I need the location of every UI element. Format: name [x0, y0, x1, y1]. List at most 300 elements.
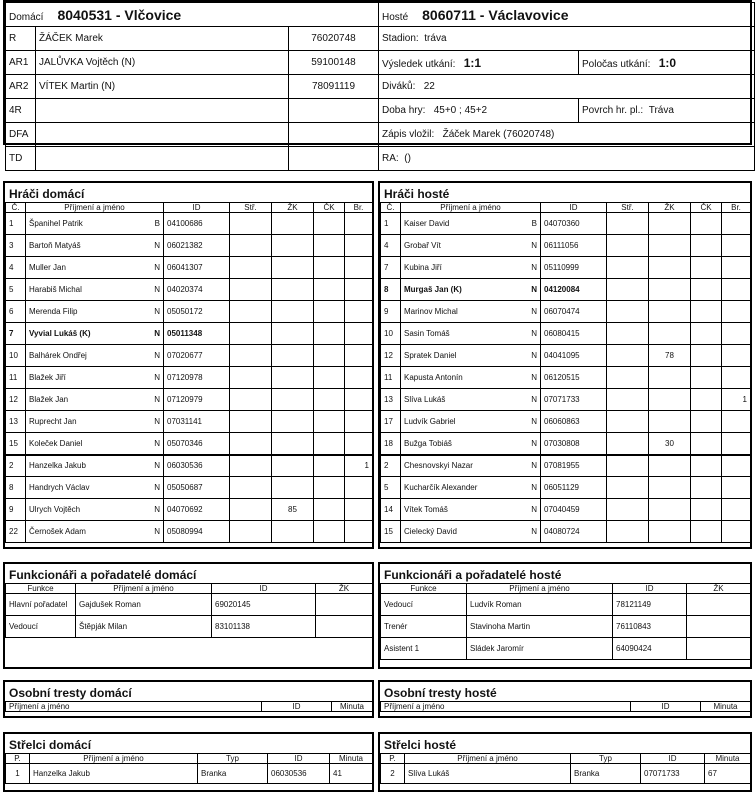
player-id: 06021382	[164, 235, 230, 257]
player-id: 04020374	[164, 279, 230, 301]
player-id: 05080994	[164, 521, 230, 543]
player-flag: N	[531, 285, 537, 294]
player-sub	[607, 213, 649, 235]
player-id: 04070692	[164, 499, 230, 521]
col-header: ČK	[691, 203, 722, 213]
col-header: Č.	[381, 203, 401, 213]
player-id: 07030808	[541, 433, 607, 455]
away-team: 8060711 - Václavovice	[422, 6, 569, 23]
func-yellow	[687, 638, 751, 660]
official-name: JALŮVKA Vojtěch (N)	[36, 51, 289, 75]
official-role: 4R	[6, 99, 36, 123]
player-sub	[607, 521, 649, 543]
player-name	[401, 367, 541, 389]
player-red	[314, 521, 345, 543]
player-name-text: Vyvial Lukáš (K)	[29, 329, 91, 338]
result-cell: Výsledek utkání: 1:1	[379, 51, 579, 75]
func-away-title: Funkcionáři a pořadatelé hosté	[384, 568, 562, 582]
player-yellow	[272, 257, 314, 279]
scorer-type: Branka	[571, 764, 641, 784]
player-row	[381, 389, 751, 411]
player-name-text: Ludvík Gabriel	[404, 417, 456, 426]
col-header: Minuta	[332, 702, 373, 712]
player-id: 06060863	[541, 411, 607, 433]
player-red	[691, 477, 722, 499]
func-row	[381, 638, 751, 660]
player-yellow	[649, 499, 691, 521]
player-red	[691, 411, 722, 433]
goals-home-panel	[3, 732, 374, 792]
away-team-cell: Hosté 8060711 - Václavovice	[379, 3, 755, 27]
func-yellow	[316, 594, 373, 616]
player-red	[691, 367, 722, 389]
player-name	[401, 279, 541, 301]
spectators-cell: Diváků: 22	[379, 75, 755, 99]
scorer-period: 1	[6, 764, 30, 784]
player-goals	[722, 455, 751, 477]
player-flag: N	[531, 461, 537, 471]
player-yellow	[649, 213, 691, 235]
player-name-text: Kapusta Antonín	[404, 373, 463, 382]
player-yellow: 85	[272, 499, 314, 521]
player-sub	[230, 279, 272, 301]
player-flag: N	[531, 505, 537, 514]
player-name-text: Handrych Václav	[29, 483, 90, 492]
player-name	[26, 455, 164, 477]
func-home-panel	[3, 562, 374, 669]
pen-home-panel	[3, 680, 374, 718]
player-goals	[722, 235, 751, 257]
official-id: 76020748	[289, 27, 379, 51]
player-id: 04120084	[541, 279, 607, 301]
player-id: 07071733	[541, 389, 607, 411]
col-header: Příjmení a jméno	[467, 584, 613, 594]
player-id: 06111056	[541, 235, 607, 257]
player-row	[381, 411, 751, 433]
col-header: Příjmení a jméno	[26, 203, 164, 213]
player-number: 15	[381, 521, 401, 543]
player-sub	[607, 257, 649, 279]
player-red	[314, 455, 345, 477]
player-yellow	[272, 455, 314, 477]
player-goals	[722, 257, 751, 279]
player-id: 05110999	[541, 257, 607, 279]
player-name	[26, 367, 164, 389]
player-name	[401, 235, 541, 257]
player-red	[691, 499, 722, 521]
player-name	[401, 455, 541, 477]
player-yellow	[649, 477, 691, 499]
player-row	[6, 279, 373, 301]
goals-away-panel	[378, 732, 752, 792]
scorer-id: 06030536	[268, 764, 330, 784]
player-id: 06120515	[541, 367, 607, 389]
player-goals	[722, 279, 751, 301]
col-header: Stř.	[607, 203, 649, 213]
player-flag: N	[531, 241, 537, 250]
player-flag: B	[154, 219, 160, 228]
player-flag: N	[531, 395, 537, 404]
player-row	[381, 477, 751, 499]
col-header: ŽK	[649, 203, 691, 213]
players-away-table	[380, 202, 751, 543]
player-sub	[230, 389, 272, 411]
player-id: 07020677	[164, 345, 230, 367]
player-name	[26, 257, 164, 279]
player-goals	[722, 477, 751, 499]
home-team-cell: Domácí 8040531 - Vlčovice	[6, 3, 379, 27]
player-name-text: Ruprecht Jan	[29, 417, 77, 426]
player-name	[26, 345, 164, 367]
player-number: 11	[381, 367, 401, 389]
col-header: Funkce	[6, 584, 76, 594]
player-name	[401, 389, 541, 411]
match-header	[3, 0, 752, 164]
player-name-text: Harabiš Michal	[29, 285, 82, 294]
col-header: ID	[641, 754, 705, 764]
players-home-panel	[3, 181, 374, 549]
player-name-text: Merenda Filip	[29, 307, 78, 316]
player-red	[314, 257, 345, 279]
official-id	[289, 147, 379, 171]
player-flag: N	[531, 307, 537, 316]
func-row	[6, 616, 373, 638]
col-header: Typ	[198, 754, 268, 764]
surface-cell: Povrch hr. pl.: Tráva	[579, 99, 755, 123]
official-role: TD	[6, 147, 36, 171]
col-header: ŽK	[272, 203, 314, 213]
official-name: ŽÁČEK Marek	[36, 27, 289, 51]
player-id: 04070360	[541, 213, 607, 235]
player-number: 10	[381, 323, 401, 345]
player-red	[691, 455, 722, 477]
player-name	[401, 521, 541, 543]
official-id: 59100148	[289, 51, 379, 75]
player-yellow	[272, 301, 314, 323]
func-name: Štěpják Milan	[76, 616, 212, 638]
player-yellow	[649, 411, 691, 433]
player-goals	[722, 499, 751, 521]
player-number: 2	[381, 455, 401, 477]
halftime-cell: Poločas utkání: 1:0	[579, 51, 755, 75]
player-red	[314, 411, 345, 433]
player-goals	[345, 521, 373, 543]
player-yellow: 30	[649, 433, 691, 455]
player-number: 3	[6, 235, 26, 257]
func-id: 83101138	[212, 616, 316, 638]
player-name-text: Ulrych Vojtěch	[29, 505, 81, 514]
player-red	[314, 389, 345, 411]
official-role: DFA	[6, 123, 36, 147]
player-number: 7	[6, 323, 26, 345]
player-row	[6, 521, 373, 543]
func-name: Sládek Jaromír	[467, 638, 613, 660]
player-red	[314, 235, 345, 257]
duration-cell: Doba hry: 45+0 ; 45+2	[379, 99, 579, 123]
player-red	[314, 301, 345, 323]
player-number: 13	[6, 411, 26, 433]
func-role: Trenér	[381, 616, 467, 638]
player-name	[26, 279, 164, 301]
player-name-text: Grobař Vít	[404, 241, 441, 250]
player-yellow	[272, 367, 314, 389]
player-name	[401, 411, 541, 433]
col-header: Příjmení a jméno	[30, 754, 198, 764]
col-header: ID	[268, 754, 330, 764]
player-sub	[230, 455, 272, 477]
col-header: ID	[262, 702, 332, 712]
player-flag: N	[531, 351, 537, 360]
player-name-text: Koleček Daniel	[29, 438, 83, 448]
func-role: Vedoucí	[381, 594, 467, 616]
player-red	[691, 279, 722, 301]
players-home-table	[5, 202, 373, 543]
player-goals	[722, 345, 751, 367]
player-row	[6, 301, 373, 323]
player-name-text: Kaiser David	[404, 219, 450, 228]
player-id: 05011348	[164, 323, 230, 345]
players-away-title: Hráči hosté	[384, 187, 450, 201]
player-name-text: Kucharčík Alexander	[404, 483, 478, 492]
player-id: 06030536	[164, 455, 230, 477]
func-id: 69020145	[212, 594, 316, 616]
player-number: 7	[381, 257, 401, 279]
player-number: 8	[381, 279, 401, 301]
col-header: P.	[6, 754, 30, 764]
player-sub	[607, 389, 649, 411]
player-number: 1	[6, 213, 26, 235]
player-id: 07031141	[164, 411, 230, 433]
col-header: Minuta	[330, 754, 373, 764]
player-name-text: Kubina Jiří	[404, 263, 442, 272]
player-id: 06070474	[541, 301, 607, 323]
func-row	[381, 616, 751, 638]
player-sub	[230, 521, 272, 543]
player-red	[691, 213, 722, 235]
player-goals	[345, 301, 373, 323]
player-name	[401, 323, 541, 345]
player-goals	[722, 213, 751, 235]
player-number: 15	[6, 433, 26, 455]
player-sub	[230, 411, 272, 433]
player-yellow	[272, 235, 314, 257]
col-header: Funkce	[381, 584, 467, 594]
player-number: 8	[6, 477, 26, 499]
func-id: 76110843	[613, 616, 687, 638]
player-name-text: Marinov Michal	[404, 307, 458, 316]
player-goals	[722, 301, 751, 323]
player-yellow	[272, 521, 314, 543]
player-goals	[345, 235, 373, 257]
pen-away-title: Osobní tresty hosté	[384, 686, 497, 700]
player-name	[401, 433, 541, 455]
player-name-text: Cielecký David	[404, 527, 457, 536]
goals-away-title: Střelci hosté	[384, 738, 457, 752]
func-role: Hlavní pořadatel	[6, 594, 76, 616]
player-id: 04080724	[541, 521, 607, 543]
player-name-text: Sasin Tomáš	[404, 329, 450, 338]
player-name	[401, 345, 541, 367]
player-goals: 1	[345, 455, 373, 477]
player-row	[6, 455, 373, 477]
player-flag: N	[154, 505, 160, 514]
player-sub	[607, 499, 649, 521]
col-header: Minuta	[705, 754, 751, 764]
player-flag: N	[154, 307, 160, 316]
player-red	[314, 279, 345, 301]
player-yellow	[272, 411, 314, 433]
func-id: 78121149	[613, 594, 687, 616]
player-row	[381, 279, 751, 301]
player-number: 12	[6, 389, 26, 411]
player-sub	[230, 367, 272, 389]
player-yellow	[649, 279, 691, 301]
player-name	[26, 301, 164, 323]
player-sub	[607, 301, 649, 323]
player-flag: N	[154, 417, 160, 426]
scorer-minute: 67	[705, 764, 751, 784]
player-id: 04100686	[164, 213, 230, 235]
player-row	[381, 521, 751, 543]
player-number: 1	[381, 213, 401, 235]
player-goals	[345, 345, 373, 367]
player-goals	[722, 411, 751, 433]
player-name-text: Vítek Tomáš	[404, 505, 448, 514]
player-row	[381, 499, 751, 521]
goals-home-title: Střelci domácí	[9, 738, 92, 752]
col-header: Příjmení a jméno	[381, 702, 631, 712]
official-role: AR1	[6, 51, 36, 75]
col-header: ID	[164, 203, 230, 213]
player-name-text: Balhárek Ondřej	[29, 351, 87, 360]
official-name	[36, 123, 289, 147]
player-yellow	[272, 279, 314, 301]
player-id: 07040459	[541, 499, 607, 521]
player-yellow	[649, 389, 691, 411]
player-name-text: Spratek Daniel	[404, 351, 457, 360]
player-number: 22	[6, 521, 26, 543]
player-number: 14	[381, 499, 401, 521]
scorer-name: Hanzelka Jakub	[30, 764, 198, 784]
player-row	[6, 345, 373, 367]
player-name-text: Hanzelka Jakub	[29, 461, 86, 471]
player-yellow	[272, 477, 314, 499]
scorer-type: Branka	[198, 764, 268, 784]
col-header: Br.	[345, 203, 373, 213]
player-yellow	[272, 433, 314, 455]
player-name-text: Španihel Patrik	[29, 219, 83, 228]
player-goals	[345, 411, 373, 433]
player-flag: N	[154, 241, 160, 250]
player-row	[381, 433, 751, 455]
player-name	[26, 499, 164, 521]
player-number: 13	[381, 389, 401, 411]
player-yellow	[649, 235, 691, 257]
player-name	[26, 477, 164, 499]
player-goals	[345, 257, 373, 279]
player-goals	[722, 367, 751, 389]
player-sub	[230, 345, 272, 367]
player-number: 17	[381, 411, 401, 433]
func-role: Asistent 1	[381, 638, 467, 660]
player-name	[26, 411, 164, 433]
player-name-text: Muller Jan	[29, 263, 66, 272]
func-name: Gajdušek Roman	[76, 594, 212, 616]
player-number: 11	[6, 367, 26, 389]
player-yellow	[649, 323, 691, 345]
player-number: 9	[6, 499, 26, 521]
player-id: 05070346	[164, 433, 230, 455]
player-red	[314, 477, 345, 499]
player-sub	[607, 323, 649, 345]
player-red	[314, 345, 345, 367]
recorder-cell: Zápis vložil: Žáček Marek (76020748)	[379, 123, 755, 147]
pen-away-panel	[378, 680, 752, 718]
official-id	[289, 123, 379, 147]
player-row	[6, 235, 373, 257]
player-flag: N	[531, 417, 537, 426]
player-red	[314, 367, 345, 389]
scorer-name: Slíva Lukáš	[405, 764, 571, 784]
func-name: Stavinoha Martin	[467, 616, 613, 638]
ra-cell: RA: ()	[379, 147, 755, 171]
official-role: R	[6, 27, 36, 51]
player-goals	[345, 367, 373, 389]
player-name	[401, 213, 541, 235]
player-row	[6, 411, 373, 433]
player-red	[691, 301, 722, 323]
player-name	[401, 257, 541, 279]
players-home-title: Hráči domácí	[9, 187, 85, 201]
official-role: AR2	[6, 75, 36, 99]
player-id: 04041095	[541, 345, 607, 367]
col-header: ID	[631, 702, 701, 712]
player-yellow	[272, 389, 314, 411]
player-name-text: Chesnovskyi Nazar	[404, 461, 473, 471]
player-id: 07120979	[164, 389, 230, 411]
scorer-id: 07071733	[641, 764, 705, 784]
col-header: ID	[541, 203, 607, 213]
col-header: Minuta	[701, 702, 751, 712]
player-sub	[230, 301, 272, 323]
player-flag: N	[531, 329, 537, 338]
stadium-cell: Stadion: tráva	[379, 27, 755, 51]
col-header: ID	[212, 584, 316, 594]
player-row	[381, 301, 751, 323]
player-yellow	[272, 213, 314, 235]
player-sub	[230, 257, 272, 279]
player-name	[26, 235, 164, 257]
player-number: 6	[6, 301, 26, 323]
player-row	[381, 455, 751, 477]
player-number: 5	[6, 279, 26, 301]
player-yellow	[272, 345, 314, 367]
player-row	[6, 477, 373, 499]
player-goals	[345, 433, 373, 455]
func-row	[381, 594, 751, 616]
player-flag: N	[154, 395, 160, 404]
player-flag: N	[154, 351, 160, 360]
func-away-panel	[378, 562, 752, 669]
player-row	[6, 367, 373, 389]
player-name	[26, 389, 164, 411]
player-sub	[607, 367, 649, 389]
player-name	[401, 499, 541, 521]
player-number: 2	[6, 455, 26, 477]
player-sub	[607, 455, 649, 477]
player-id: 06080415	[541, 323, 607, 345]
official-name: VÍTEK Martin (N)	[36, 75, 289, 99]
